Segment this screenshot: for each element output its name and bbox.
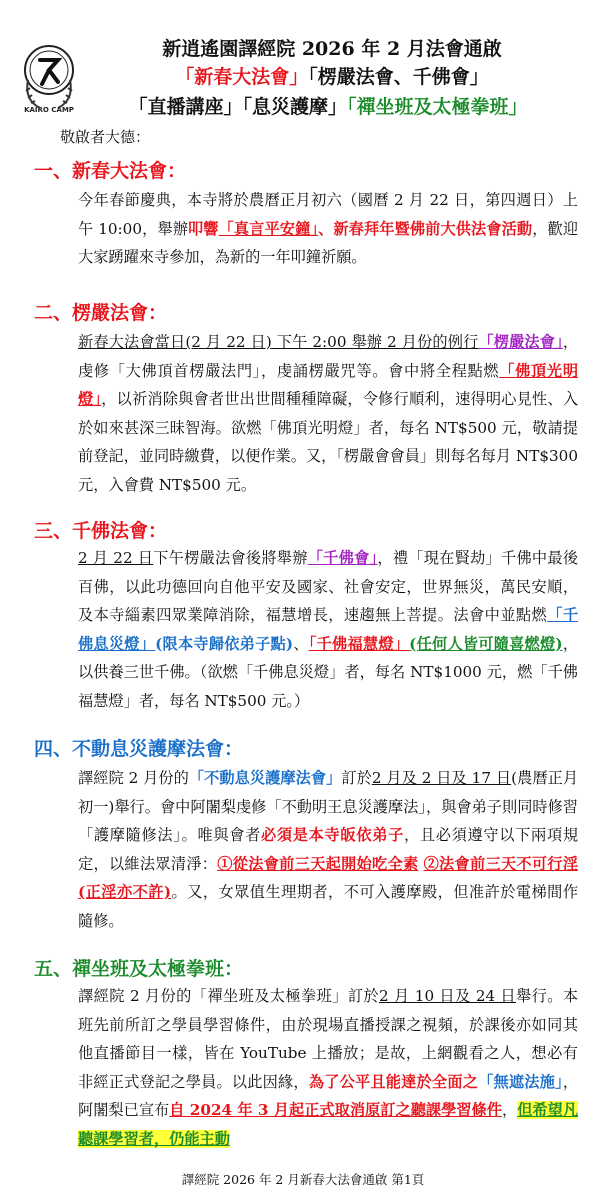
section-5-title: 五、禪坐班及太極拳班：: [34, 958, 244, 980]
section-5-body: 譯經院 2 月份的「禪坐班及太極拳班」訂於2 月 10 日及 24 日舉行。本班先前所訂之學員學習條件，由於現場直播授課之視頻，於課後亦如同其他直播節目一樣，皆在 YouTube 上播放；是故，上網觀看之人，想必有非經正式登記之學員。以此因緣，為了公平且能達於全面之「無遮法施」，阿闍梨已宣布自 2024 年 3 月起正式取消原訂之聽課學習條件，但希望凡聽課學習者，仍能主動: [78, 987, 579, 1148]
document-title: 新逍遙園譯經院 2026 年 2 月法會通啟: [162, 38, 502, 60]
title-shurangama-thousand-buddha: 「楞嚴法會、千佛會」: [308, 66, 489, 88]
title-new-year-assembly: 「新春大法會」: [175, 66, 309, 88]
section-3-body: 2 月 22 日下午楞嚴法會後將舉辦「千佛會」，禮「現在賢劫」千佛中最後百佛，以此功德回向自他平安及國家、社會安定，世界無災，萬民安順，及本寺緇素四眾業障消除，福慧增長，速趨無上菩提。法會中並點燃「千佛息災燈」(限本寺歸依弟子點)、「千佛福慧燈」(任何人皆可隨喜燃燈)，以供養三世千佛。（欲燃「千佛息災燈」者，每名 NT$1000 元，燃「千佛福慧燈」者，每名 NT$500 元。）: [78, 549, 579, 710]
salutation: 敬啟者大德：: [60, 128, 151, 146]
subtitle-line-2: [86, 62, 578, 89]
section-1-body: 今年春節慶典，本寺將於農曆正月初六（國曆 2 月 22 日，第四週日）上午 10:00，舉辦叩響「真言平安鐘」、新春拜年暨佛前大供法會活動，歡迎大家踴躍來寺參加，為新的一年叩鐘祈願。: [78, 191, 579, 266]
section-2-title: 二、楞嚴法會：: [34, 302, 168, 324]
title-live-lecture: 「直播講座」: [128, 96, 243, 118]
subtitle-line-3: [70, 92, 586, 119]
page-footer: 譯經院 2026 年 2 月新春大法會通啟 第1頁: [181, 1172, 425, 1187]
section-4-body: 譯經院 2 月份的「不動息災護摩法會」訂於2 月及 2 日及 17 日(農曆正月初一)舉行。會中阿闍梨虔修「不動明王息災護摩法」，與會弟子則同時修習「護摩隨修法」。唯與會者必須是本寺皈依弟子，且必須遵守以下兩項規定，以維法眾清淨：①從法會前三天起開始吃全素 ②法會前三天不可行淫(正淫亦不許)。又，女眾值生理期者，不可入護摩殿，但准許於電梯間作隨修。: [78, 769, 579, 930]
section-3-title: 三、千佛法會：: [34, 520, 168, 542]
title-meditation-taichi: 「禪坐班及太極拳班」: [347, 96, 528, 118]
section-1-title: 一、新春大法會：: [34, 160, 187, 182]
title-homa: 「息災護摩」: [242, 96, 347, 118]
svg-text:KAIRO CAMP: KAIRO CAMP: [24, 106, 74, 114]
section-4-title: 四、不動息災護摩法會：: [34, 738, 244, 760]
section-2-body: 新春大法會當日(2 月 22 日) 下午 2:00 舉辦 2 月份的例行「楞嚴法會」，虔修「大佛頂首楞嚴法門」，虔誦楞嚴咒等。會中將全程點燃「佛頂光明燈」，以祈消除與會者世出世間種種障礙，令修行順利，速得明心見性、入於如來甚深三昧智海。欲燃「佛頂光明燈」者，每名 NT$500 元，敬請提前登記，並同時繳費，以便作業。又，「楞嚴會會員」則每名每月 NT$300 元，入會費 NT$500 元。: [78, 333, 579, 494]
